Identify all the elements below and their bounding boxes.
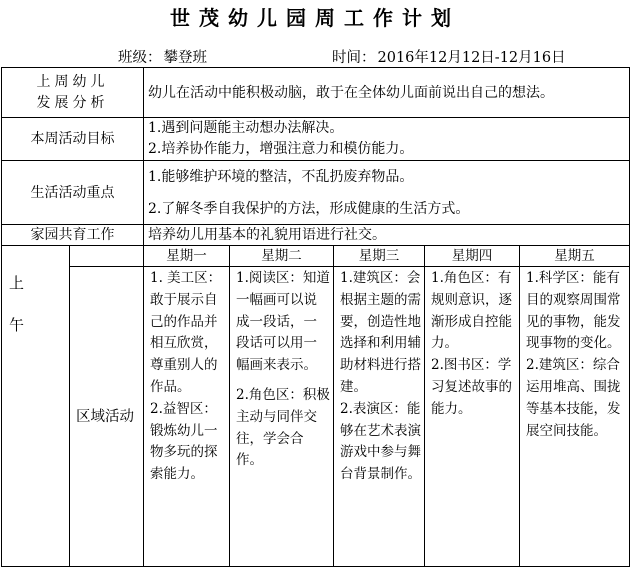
life-row — [2, 161, 630, 225]
area-activity-label: 区域活动 — [70, 267, 144, 567]
class-label: 班级： — [118, 50, 162, 66]
day-header: 星期五 — [520, 246, 630, 267]
page-title: 世茂幼儿园周工作计划 — [170, 6, 460, 30]
family-content: 培养幼儿用基本的礼貌用语进行社交。 — [144, 225, 630, 246]
life-label: 生活活动重点 — [2, 161, 144, 225]
day-cell: 1. 美工区：敢于展示自己的作品并相互欣赏，尊重别人的作品。 2.益智区：锻炼幼儿一物多玩的探索能力。 — [144, 267, 230, 567]
area-activity-row — [2, 267, 630, 567]
day-cell: 1.科学区：能有目的观察周围常见的事物，能发现事物的变化。 2.建筑区：综合运用堆高、围拢等基本技能，发展空间技能。 — [520, 267, 630, 567]
day-header: 星期三 — [334, 246, 425, 267]
goals-label: 本周活动目标 — [2, 118, 144, 161]
day-cell: 1.建筑区：会根据主题的需要，创造性地选择和利用辅助材料进行搭建。 2.表演区：能够在艺术表演游戏中参与舞台背景制作。 — [334, 267, 425, 567]
development-row — [2, 68, 630, 118]
date-value: 2016年12月12日-12月16日 — [376, 46, 568, 68]
family-label: 家园共育工作 — [2, 225, 144, 246]
day-header: 星期四 — [425, 246, 520, 267]
days-header-row — [2, 246, 630, 267]
day-header: 星期二 — [230, 246, 334, 267]
day-cell: 1.阅读区：知道一幅画可以说成一段话，一段话可以用一幅画来表示。 2.角色区：积极主动与同伴交往，学会合作。 — [230, 267, 334, 567]
life-content: 1.能够维护环境的整洁，不乱扔废弃物品。 2.了解冬季自我保护的方法，形成健康的生活方式。 — [144, 161, 630, 225]
weekly-plan-table — [1, 67, 630, 567]
development-content: 幼儿在活动中能积极动脑，敢于在全体幼儿面前说出自己的想法。 — [144, 68, 630, 118]
day-header: 星期一 — [144, 246, 230, 267]
goals-row — [2, 118, 630, 161]
morning-label: 上 午 — [2, 246, 70, 567]
family-row — [2, 225, 630, 246]
day-cell: 1.角色区：有规则意识，逐渐形成自控能力。 2.图书区：学习复述故事的能力。 — [425, 267, 520, 567]
class-info — [118, 46, 221, 68]
development-label: 上周幼儿 发展分析 — [2, 68, 144, 118]
goals-content: 1.遇到问题能主动想办法解决。 2.培养协作能力，增强注意力和模仿能力。 — [144, 118, 630, 161]
date-info — [332, 46, 568, 68]
date-label: 时间： — [332, 50, 376, 66]
class-name: 攀登班 — [162, 46, 222, 68]
header-blank — [70, 246, 144, 267]
